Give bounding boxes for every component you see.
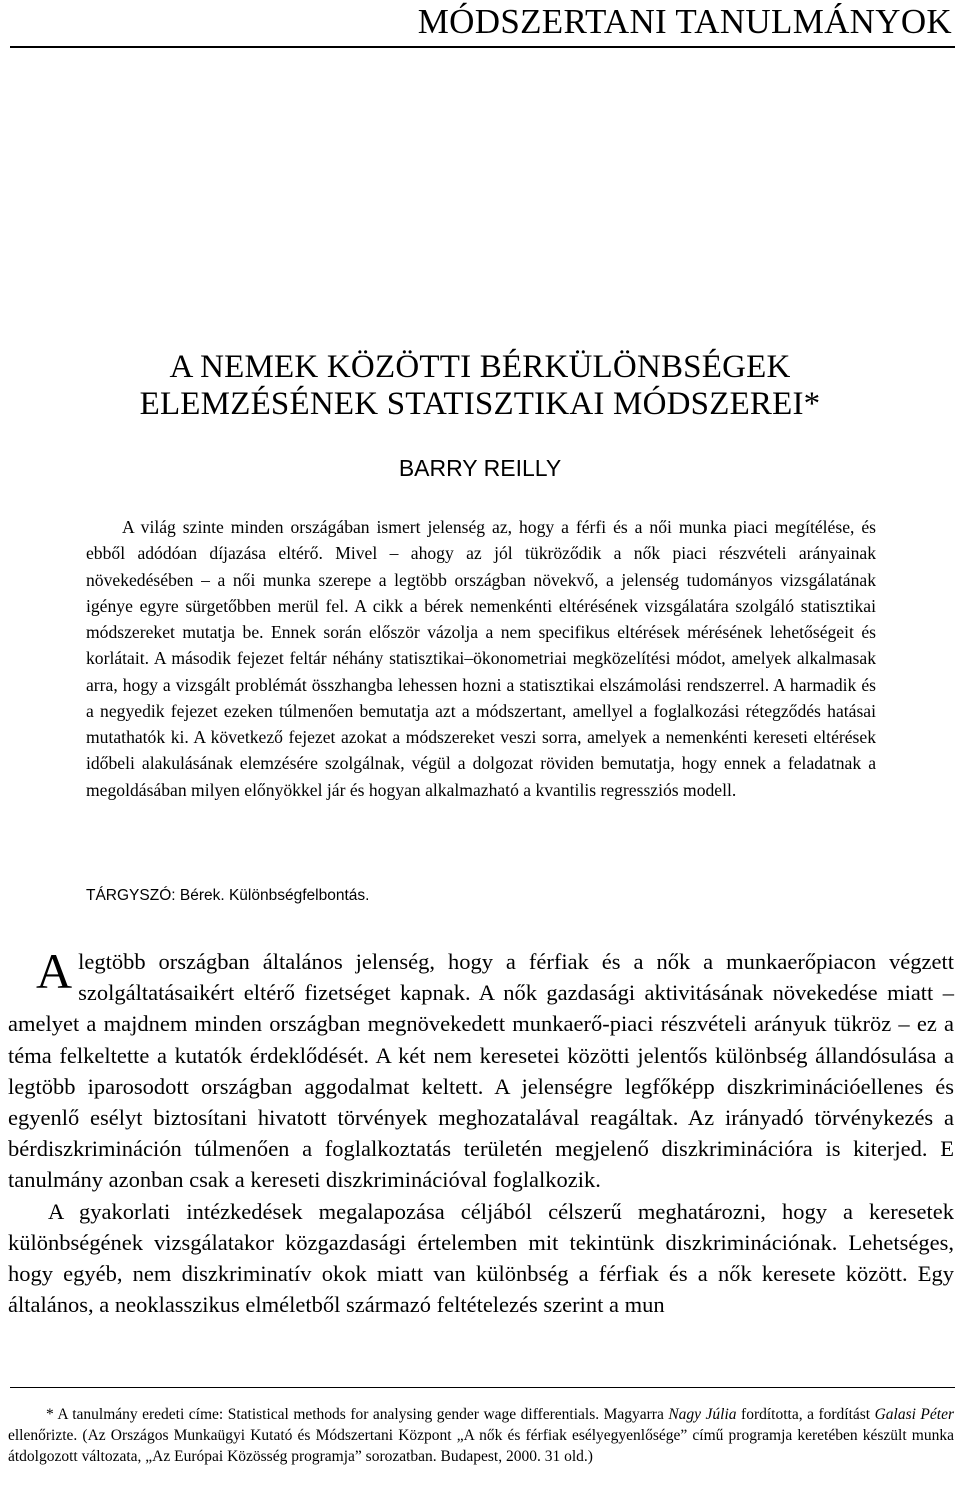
paragraph-1 [8,943,954,1196]
abstract: A világ szinte minden országában ismert jelenség az, hogy a férfi és a női munka piaci megítélése, és ebből adódóan díjazása eltérő. Mivel – ahogy az jól tükröződik a nők piaci részvételi arányainak növekedésében – a női munka szerepe a legtöbb országban növekvő, a jelenség tudományos vizsgálatának igénye egyre sürgetőbben merül fel. A cikk a bérek nemenkénti eltérésének vizsgálatára szolgáló statisztikai módszereket mutatja be. Ennek során először vázolja a nem specifikus eltérések mérésének lehetőségeit és korlátait. A második fejezet feltár néhány statisztikai–ökonometriai megközelítési módot, amelyek alkalmasak arra, hogy a vizsgált problémát összhangba lehessen hozni a statisztikai elszámolási rendszerrel. A harmadik és a negyedik fejezet ezeken túlmenően bemutatja azt a módszertant, amellyel a foglalkozási rétegződés hatásai mutathatók ki. A következő fejezet azokat a módszereket veszi sorra, amelyek a nemenkénti kereseti eltérések időbeli alakulásának elemzésére szolgálnak, végül a dolgozat röviden bemutatja, hogy ennek a feladatnak a megoldásában milyen előnyökkel jár és hogyan alkalmazható a kvantilis regressziós modell. [86,517,876,800]
paragraph-2: A gyakorlati intézkedések megalapozása céljából célszerű meghatározni, hogy a keresetek különbségének vizsgálatakor közgazdasági értelemben mit tekintünk diszkriminációnak. Lehetséges, hogy egyéb, nem diszkriminatív okok miatt van különbség a férfiak és a nők keresete között. Egy általános, a neoklasszikus elméletből származó feltételezés szerint a mun [8,1198,954,1318]
header-rule [10,46,955,48]
footnote-text-1: * A tanulmány eredeti címe: Statistical methods for analysing gender wage differentials. Magyarra [46,1406,669,1423]
title-line-2: ELEMZÉSÉNEK STATISZTIKAI MÓDSZEREI* [139,386,821,422]
translator-name: Nagy Júlia [668,1406,737,1423]
keywords: TÁRGYSZÓ: Bérek. Különbségfelbontás. [86,887,370,904]
footnote-text-3: ellenőrizte. (Az Országos Munkaügyi Kutató és Módszertani Központ „A nők és férfiak esélyegyenlősége” című programja keretében készült munka átdolgozott változata, „Az Európai Közösség programja” sorozatban. Budapest, 2000. 31 old.) [8,1427,954,1465]
author-name: BARRY REILLY [398,455,562,481]
footnote [8,1404,954,1467]
footnote-text-2: fordította, a fordítást [736,1406,875,1423]
body-text [8,943,954,1320]
drop-cap: A [36,943,73,999]
footnote-rule [10,1387,955,1388]
article-title [0,349,960,423]
paragraph-1-text: legtöbb országban általános jelenség, hogy a férfiak és a nők a munkaerőpiacon végzett szolgáltatásaikért eltérő fizetséget kapnak. A nők gazdasági aktivitásának növekedése miatt – amelyet a majdnem minden országban megnövekedett munkaerő-piaci részvételi arányuk tükröz – ez a téma felkeltette a kutatók érdeklődését. A két nem keresetei közötti jelentős különbség állandósulása a legtöbb iparosodott országban aggodalmat keltett. A jelenségre legfőképp diszkriminációellenes és egyenlő esélyt biztosítani hivatott törvények meghozatalával reagáltak. Az irányadó törvénykezés a bérdiszkrimináción túlmenően a foglalkoztatás területén megjelenő diszkriminációra is kiterjed. E tanulmány azonban csak a kereseti diszkriminációval foglalkozik. [8,949,954,1193]
title-line-1: A NEMEK KÖZÖTTI BÉRKÜLÖNBSÉGEK [169,349,791,385]
reviewer-name: Galasi Péter [874,1406,954,1423]
section-header: MÓDSZERTANI TANULMÁNYOK [417,2,952,41]
